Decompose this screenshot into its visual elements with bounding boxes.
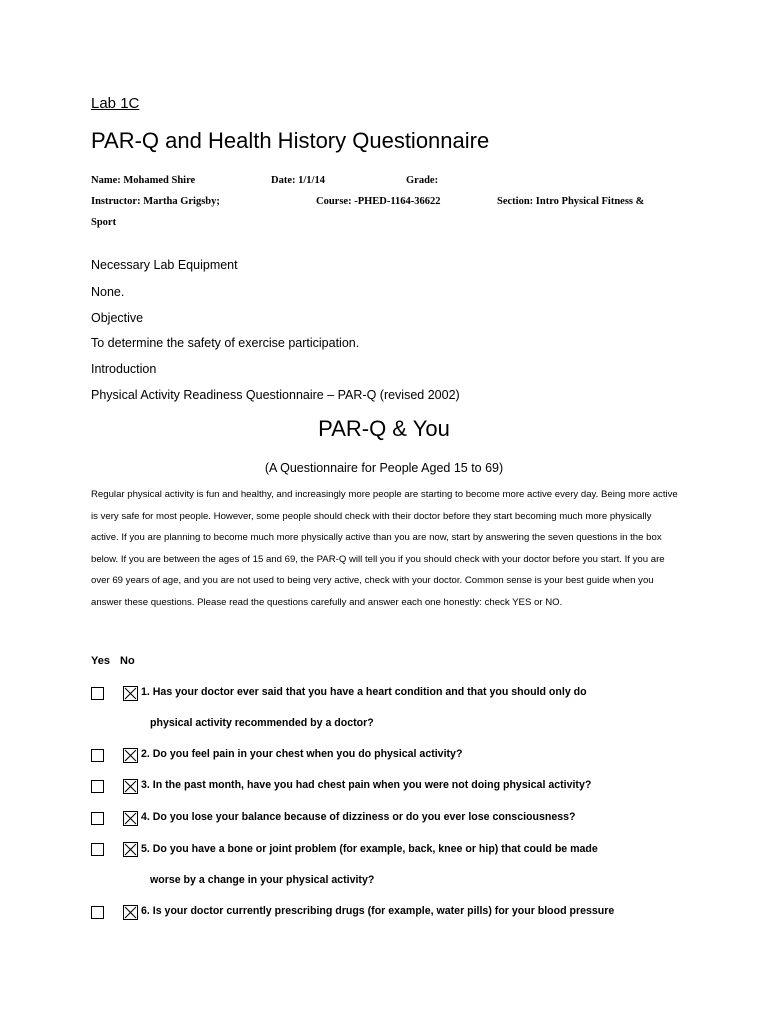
- course-field: Course: -PHED-1164-36622: [316, 196, 441, 207]
- checkmark-x-icon: [124, 843, 137, 856]
- checkmark-x-icon: [124, 812, 137, 825]
- no-column-label: No: [120, 655, 135, 667]
- instructor-field: Instructor: Martha Grigsby;: [91, 196, 220, 207]
- checkmark-x-icon: [124, 780, 137, 793]
- question-1-text: 1. Has your doctor ever said that you have a heart condition and that you should only do: [141, 686, 587, 698]
- lab-number: Lab 1C: [91, 95, 140, 112]
- question-1-yes-checkbox[interactable]: [91, 687, 104, 700]
- question-2-text: 2. Do you feel pain in your chest when you do physical activity?: [141, 748, 463, 760]
- question-4-no-checkbox[interactable]: [123, 811, 138, 826]
- question-2-no-checkbox[interactable]: [123, 748, 138, 763]
- introduction-heading: Introduction: [91, 362, 157, 376]
- yes-column-label: Yes: [91, 655, 110, 667]
- objective-heading: Objective: [91, 311, 144, 325]
- objective-value: To determine the safety of exercise participation.: [91, 336, 360, 350]
- parq-intro-paragraph: Regular physical activity is fun and healthy, and increasingly more people are starting to become more active every day. Being more active is very safe for most people. However, some people should check with their doctor before they start becoming much more physically active. If you are planning to become much more physically active than you are now, start by answering the seven questions in the box below. If you are between the ages of 15 and 69, the PAR-Q will tell you if you should check with your doctor before you start. If you are over 69 years of age, and you are not used to being very active, check with your doctor. Common sense is your best guide when you answer these questions. Please read the questions carefully and answer each one honestly: check YES or NO.: [91, 489, 678, 608]
- parq-subtitle: (A Questionnaire for People Aged 15 to 69): [264, 461, 504, 475]
- question-6-text: 6. Is your doctor currently prescribing drugs (for example, water pills) for your blood pressure: [141, 905, 615, 917]
- checkmark-x-icon: [124, 687, 137, 700]
- question-5-yes-checkbox[interactable]: [91, 843, 104, 856]
- question-1-text-continued: physical activity recommended by a doctor?: [150, 717, 374, 729]
- section-field: Section: Intro Physical Fitness &: [497, 196, 645, 207]
- question-4-text: 4. Do you lose your balance because of dizziness or do you ever lose consciousness?: [141, 811, 576, 823]
- student-name: Name: Mohamed Shire: [91, 175, 196, 186]
- question-4-yes-checkbox[interactable]: [91, 812, 104, 825]
- question-1-no-checkbox[interactable]: [123, 686, 138, 701]
- grade-field: Grade:: [406, 175, 439, 186]
- introduction-value: Physical Activity Readiness Questionnaire – PAR-Q (revised 2002): [91, 388, 460, 402]
- question-3-text: 3. In the past month, have you had chest pain when you were not doing physical activity?: [141, 779, 592, 791]
- checkmark-x-icon: [124, 906, 137, 919]
- question-5-text-continued: worse by a change in your physical activity?: [150, 874, 375, 886]
- question-6-yes-checkbox[interactable]: [91, 906, 104, 919]
- question-5-no-checkbox[interactable]: [123, 842, 138, 857]
- page-title: PAR-Q and Health History Questionnaire: [91, 128, 490, 153]
- question-5-text: 5. Do you have a bone or joint problem (for example, back, knee or hip) that could be made: [141, 843, 598, 855]
- question-3-no-checkbox[interactable]: [123, 779, 138, 794]
- equipment-value: None.: [91, 285, 125, 299]
- date-field: Date: 1/1/14: [271, 175, 325, 186]
- equipment-heading: Necessary Lab Equipment: [91, 258, 238, 272]
- question-2-yes-checkbox[interactable]: [91, 749, 104, 762]
- parq-title: PAR-Q & You: [318, 416, 450, 441]
- section-field-continued: Sport: [91, 217, 117, 228]
- question-3-yes-checkbox[interactable]: [91, 780, 104, 793]
- checkmark-x-icon: [124, 749, 137, 762]
- question-6-no-checkbox[interactable]: [123, 905, 138, 920]
